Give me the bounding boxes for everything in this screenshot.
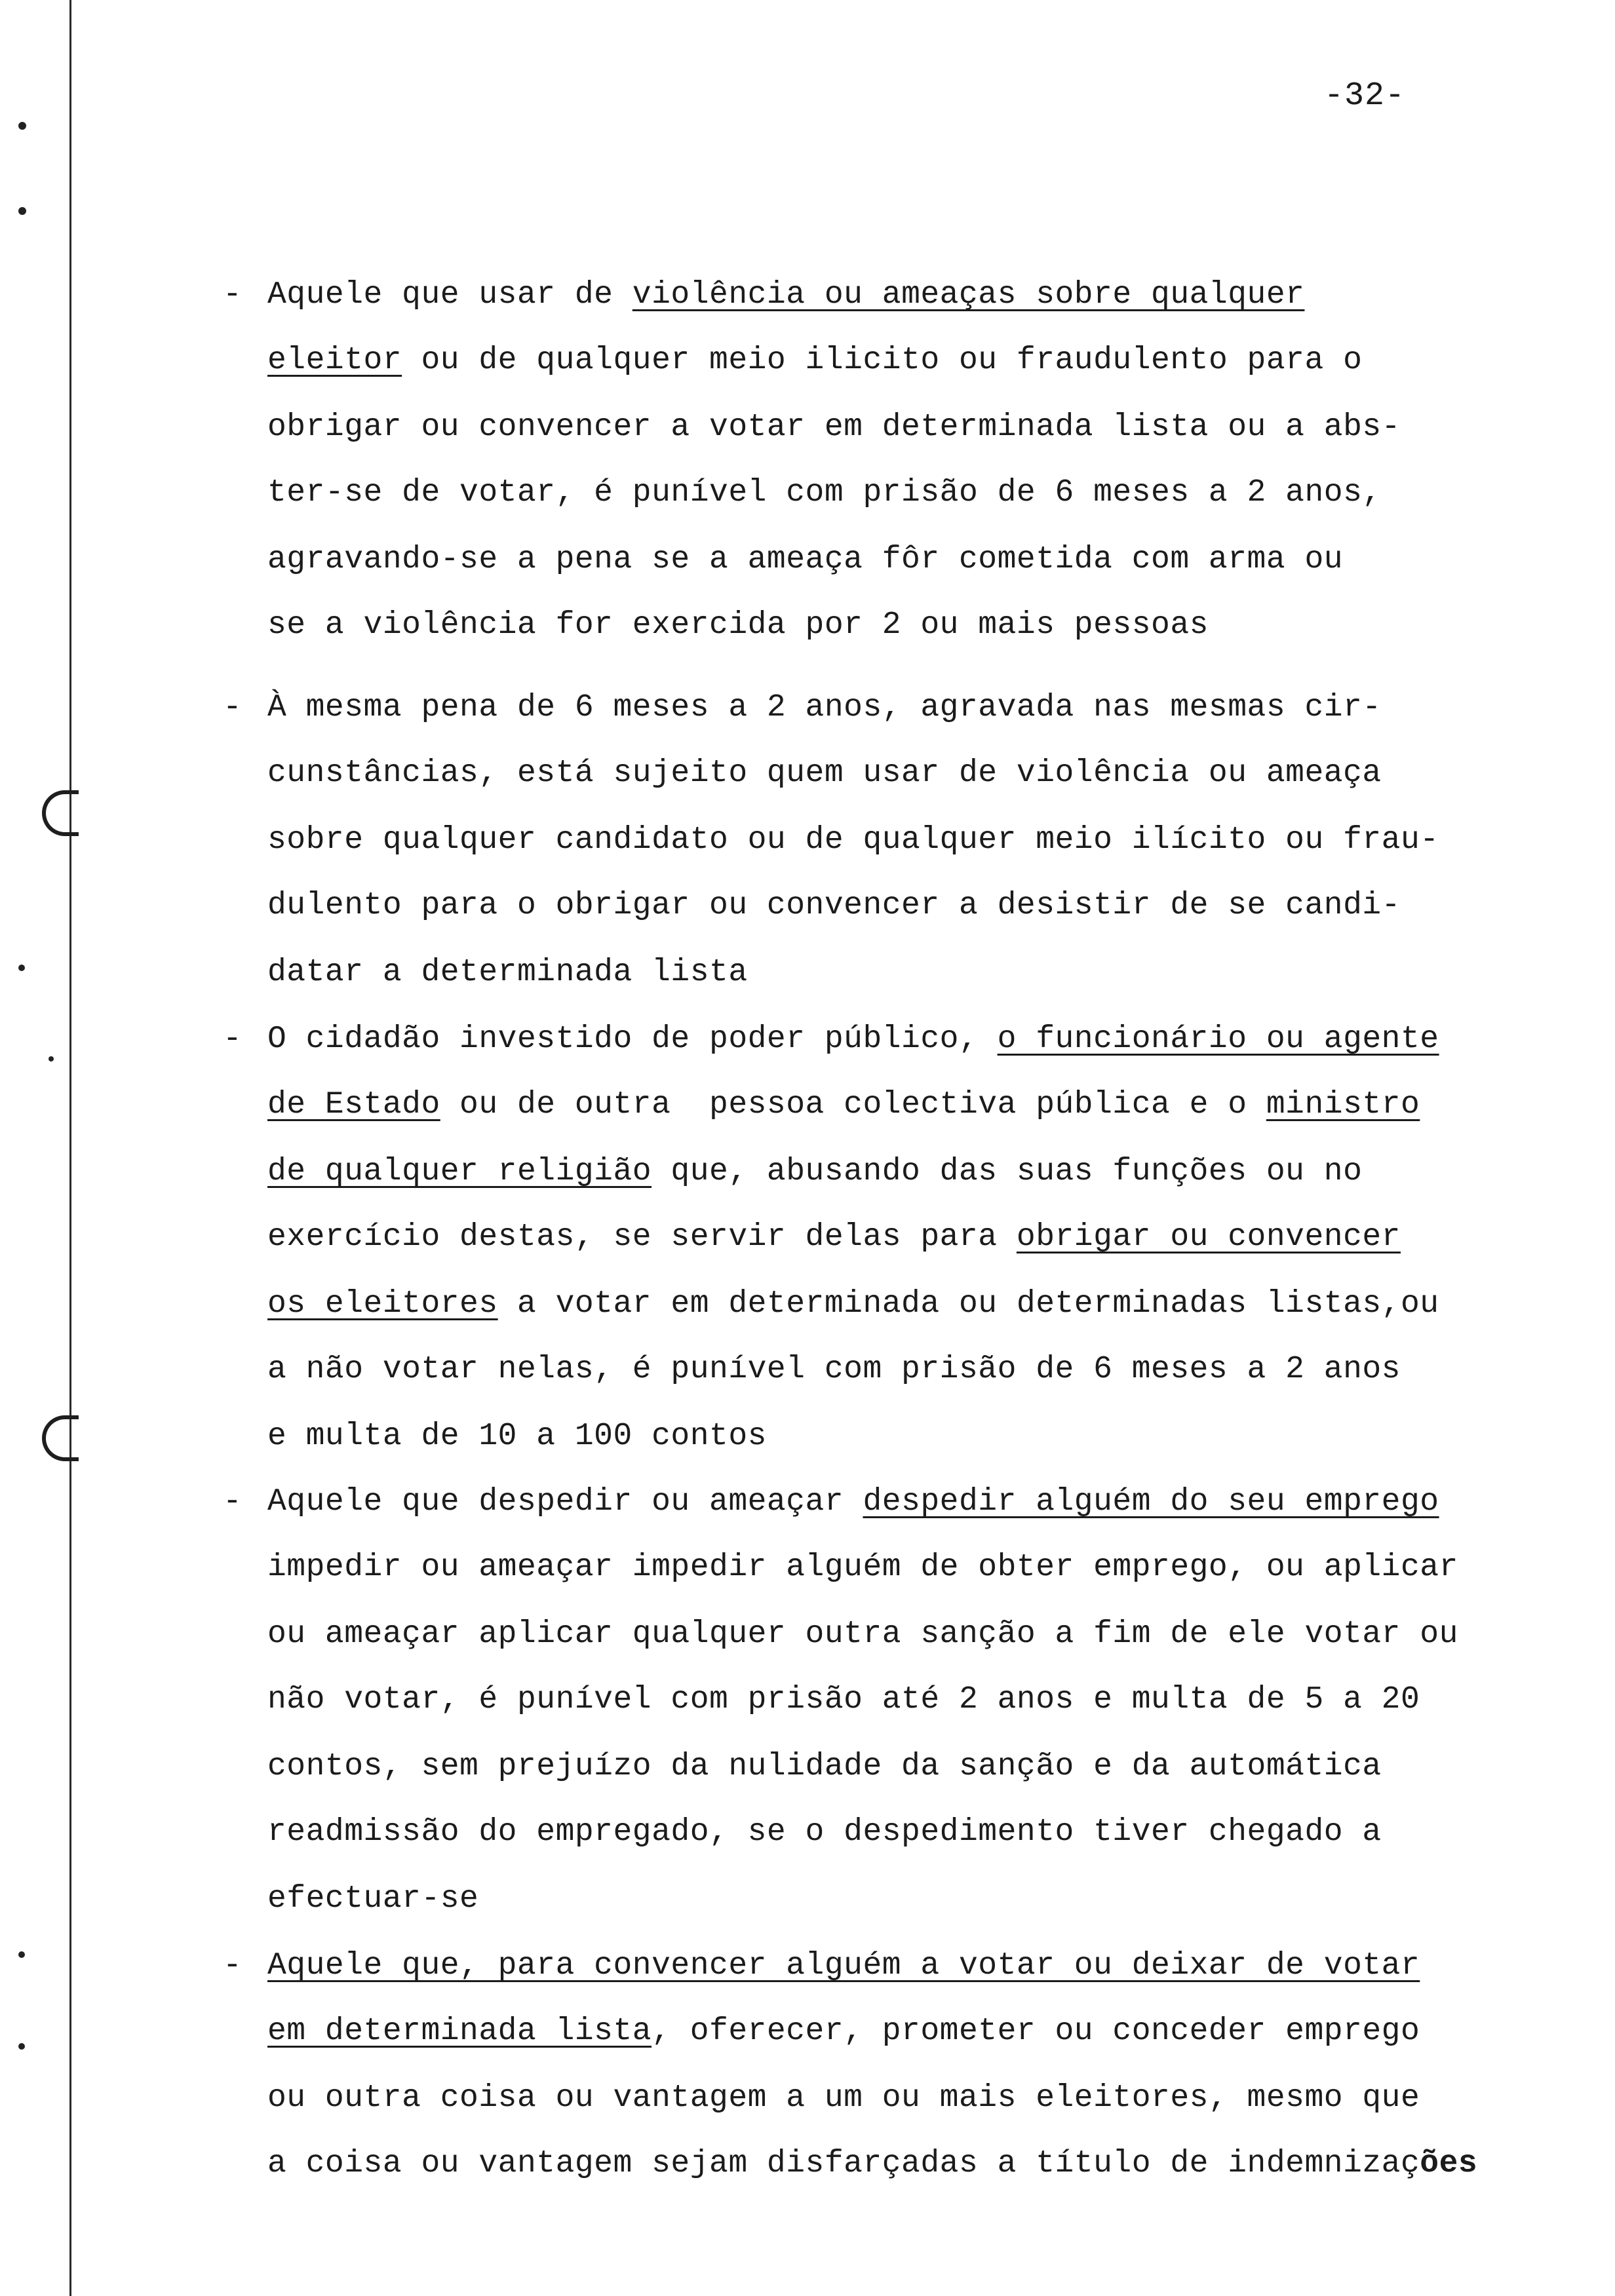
text-line: obrigar ou convencer a votar em determinada lista ou a abs- <box>267 410 1401 445</box>
text-line: cunstâncias, está sujeito quem usar de violência ou ameaça <box>267 756 1382 791</box>
text-line: dulento para o obrigar ou convencer a desistir de se candi- <box>267 888 1401 923</box>
list-dash: - <box>223 277 242 313</box>
punch-hole-mark <box>18 122 26 130</box>
text-line: a não votar nelas, é punível com prisão de 6 meses a 2 anos <box>267 1352 1401 1387</box>
binding-clip-mark <box>42 1415 79 1461</box>
text-line: À mesma pena de 6 meses a 2 anos, agravada nas mesmas cir- <box>267 690 1382 725</box>
text-line: os eleitores a votar em determinada ou determinadas listas,ou <box>267 1286 1439 1322</box>
text-line: Aquele que usar de violência ou ameaças sobre qualquer <box>267 277 1305 313</box>
text-line: sobre qualquer candidato ou de qualquer meio ilícito ou frau- <box>267 822 1439 858</box>
list-dash: - <box>223 690 242 725</box>
text-line: O cidadão investido de poder público, o funcionário ou agente <box>267 1022 1439 1057</box>
list-dash: - <box>223 1948 242 1983</box>
text-line: a coisa ou vantagem sejam disfarçadas a título de indemnizações <box>267 2146 1478 2181</box>
text-line: eleitor ou de qualquer meio ilicito ou fraudulento para o <box>267 343 1363 378</box>
text-line: exercício destas, se servir delas para obrigar ou convencer <box>267 1219 1401 1255</box>
list-dash: - <box>223 1484 242 1520</box>
text-line: de Estado ou de outra pessoa colectiva pública e o ministro <box>267 1087 1420 1122</box>
text-line: Aquele que, para convencer alguém a votar ou deixar de votar <box>267 1948 1420 1983</box>
text-line: de qualquer religião que, abusando das suas funções ou no <box>267 1154 1363 1189</box>
text-line: impedir ou ameaçar impedir alguém de obter emprego, ou aplicar <box>267 1550 1458 1585</box>
text-line: efectuar-se <box>267 1881 479 1917</box>
punch-hole-mark <box>18 965 25 971</box>
binding-clip-mark <box>42 790 79 836</box>
binding-margin-line <box>69 0 71 2296</box>
punch-hole-mark <box>18 207 26 215</box>
text-line: ou ameaçar aplicar qualquer outra sanção a fim de ele votar ou <box>267 1617 1458 1652</box>
text-line: em determinada lista, oferecer, prometer ou conceder emprego <box>267 2014 1420 2049</box>
text-line: contos, sem prejuízo da nulidade da sanção e da automática <box>267 1749 1382 1784</box>
text-line: agravando-se a pena se a ameaça fôr cometida com arma ou <box>267 542 1344 577</box>
punch-hole-mark <box>18 2043 25 2050</box>
text-line: Aquele que despedir ou ameaçar despedir alguém do seu emprego <box>267 1484 1439 1520</box>
punch-hole-mark <box>49 1056 54 1062</box>
list-dash: - <box>223 1022 242 1057</box>
text-line: readmissão do empregado, se o despedimento tiver chegado a <box>267 1814 1382 1850</box>
punch-hole-mark <box>18 1951 25 1958</box>
text-line: e multa de 10 a 100 contos <box>267 1419 767 1454</box>
text-line: datar a determinada lista <box>267 955 748 990</box>
text-line: se a violência for exercida por 2 ou mais pessoas <box>267 607 1209 643</box>
text-line: ter-se de votar, é punível com prisão de 6 meses a 2 anos, <box>267 475 1382 510</box>
text-line: ou outra coisa ou vantagem a um ou mais eleitores, mesmo que <box>267 2080 1420 2116</box>
text-line: não votar, é punível com prisão até 2 anos e multa de 5 a 20 <box>267 1682 1420 1717</box>
page-number: -32- <box>1324 77 1406 115</box>
